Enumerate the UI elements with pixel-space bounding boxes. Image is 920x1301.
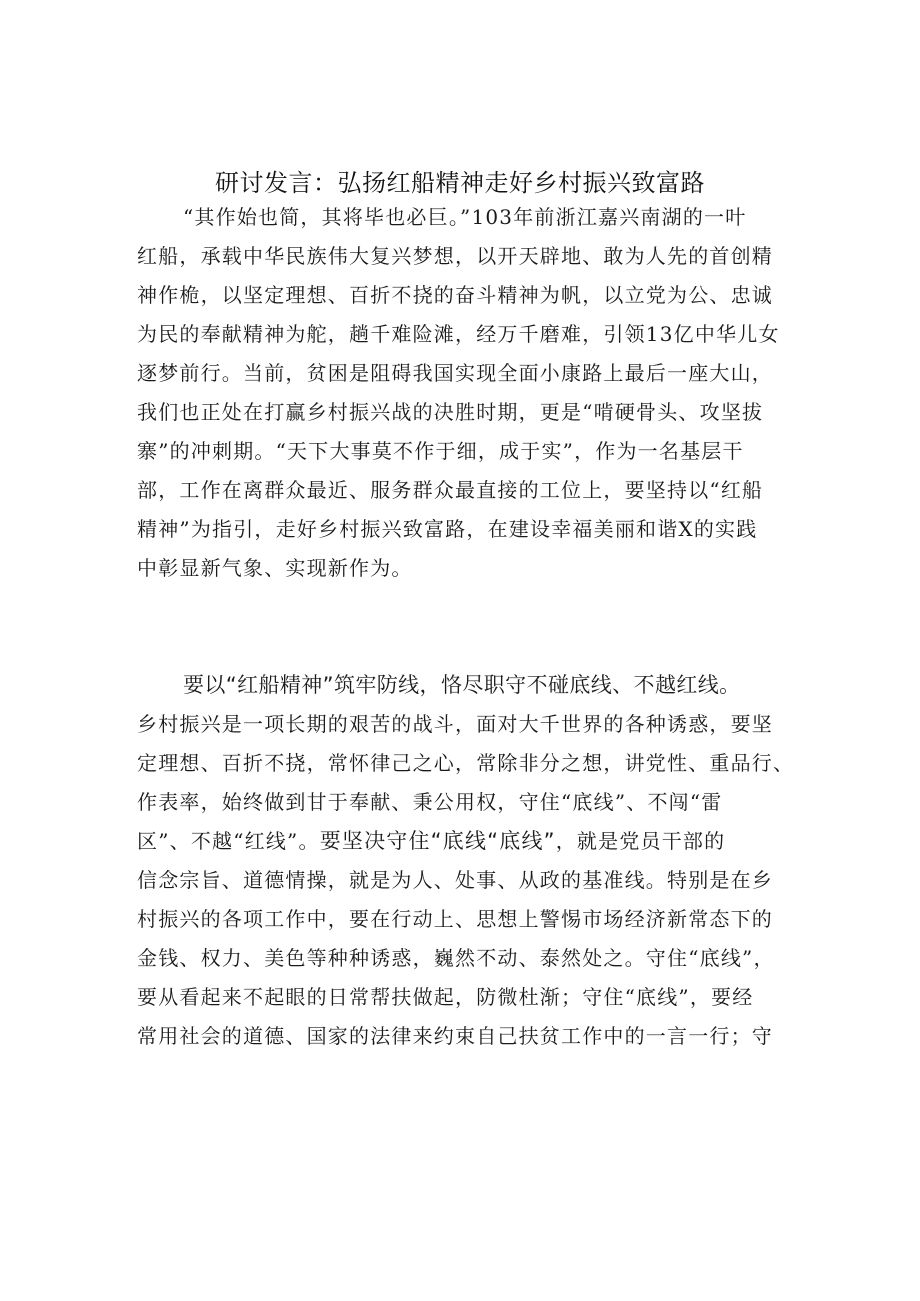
- text-line: 乡村振兴是一项长期的艰苦的战斗，面对大千世界的各种诱惑，要坚: [137, 712, 773, 736]
- text-line: 中彰显新气象、实现新作为。: [137, 556, 413, 580]
- text-line: 常用社会的道德、国家的法律来约束自己扶贫工作中的一言一行；守: [137, 1024, 773, 1048]
- text-line-mixed: [137, 822, 797, 861]
- paragraph-2: [137, 666, 797, 1056]
- text-segment: ，就是党员干部的: [555, 829, 726, 853]
- text-line: 精神”为指引，走好乡村振兴致富路，在建设幸福美丽和谐X的实践: [137, 517, 758, 541]
- text-line: 我们也正处在打赢乡村振兴战的决胜时期，更是“啃硬骨头、攻坚拔: [137, 400, 764, 424]
- text-line: “其作始也简，其将毕也必巨。”103年前浙江嘉兴南湖的一叶: [183, 205, 747, 229]
- text-line: 神作桅，以坚定理想、百折不挠的奋斗精神为帆，以立党为公、忠诚: [137, 283, 773, 307]
- text-line: 部，工作在离群众最近、服务群众最直接的工位上，要坚持以“红船: [137, 478, 764, 502]
- text-line: 要从看起来不起眼的日常帮扶做起，防微杜渐；守住“底线”，要经: [137, 985, 754, 1009]
- text-line: 信念宗旨、道德情操，就是为人、处事、从政的基准线。特别是在乡: [137, 868, 773, 892]
- lead-segment: 要坚决守住“底线“底线”: [319, 829, 556, 853]
- text-segment: 区”、不越“红线”。: [137, 829, 320, 853]
- document-title: 研讨发言：弘扬红船精神走好乡村振兴致富路: [215, 169, 705, 197]
- text-line: 寨”的冲刺期。“天下大事莫不作于细，成于实”，作为一名基层干: [137, 439, 744, 463]
- text-line: 金钱、权力、美色等种种诱惑，巍然不动、泰然处之。守住“底线”，: [137, 946, 775, 970]
- paragraph-1: [137, 198, 797, 588]
- text-line: 村振兴的各项工作中，要在行动上、思想上警惕市场经济新常态下的: [137, 907, 773, 931]
- text-line: 作表率，始终做到甘于奉献、秉公用权，守住“底线”、不闯“雷: [137, 790, 723, 814]
- text-line: 逐梦前行。当前，贫困是阻碍我国实现全面小康路上最后一座大山，: [137, 361, 773, 385]
- text-line: 为民的奉献精神为舵，趟千难险滩，经万千磨难，引领13亿中华儿女: [137, 322, 780, 346]
- text-line: 定理想、百折不挠，常怀律己之心，常除非分之想，讲党性、重品行、: [137, 751, 795, 775]
- paragraph-lead-sentence: 要以“红船精神”筑牢防线，恪尽职守不碰底线、不越红线。: [183, 673, 741, 697]
- text-line: 红船，承载中华民族伟大复兴梦想，以开天辟地、敢为人先的首创精: [137, 244, 773, 268]
